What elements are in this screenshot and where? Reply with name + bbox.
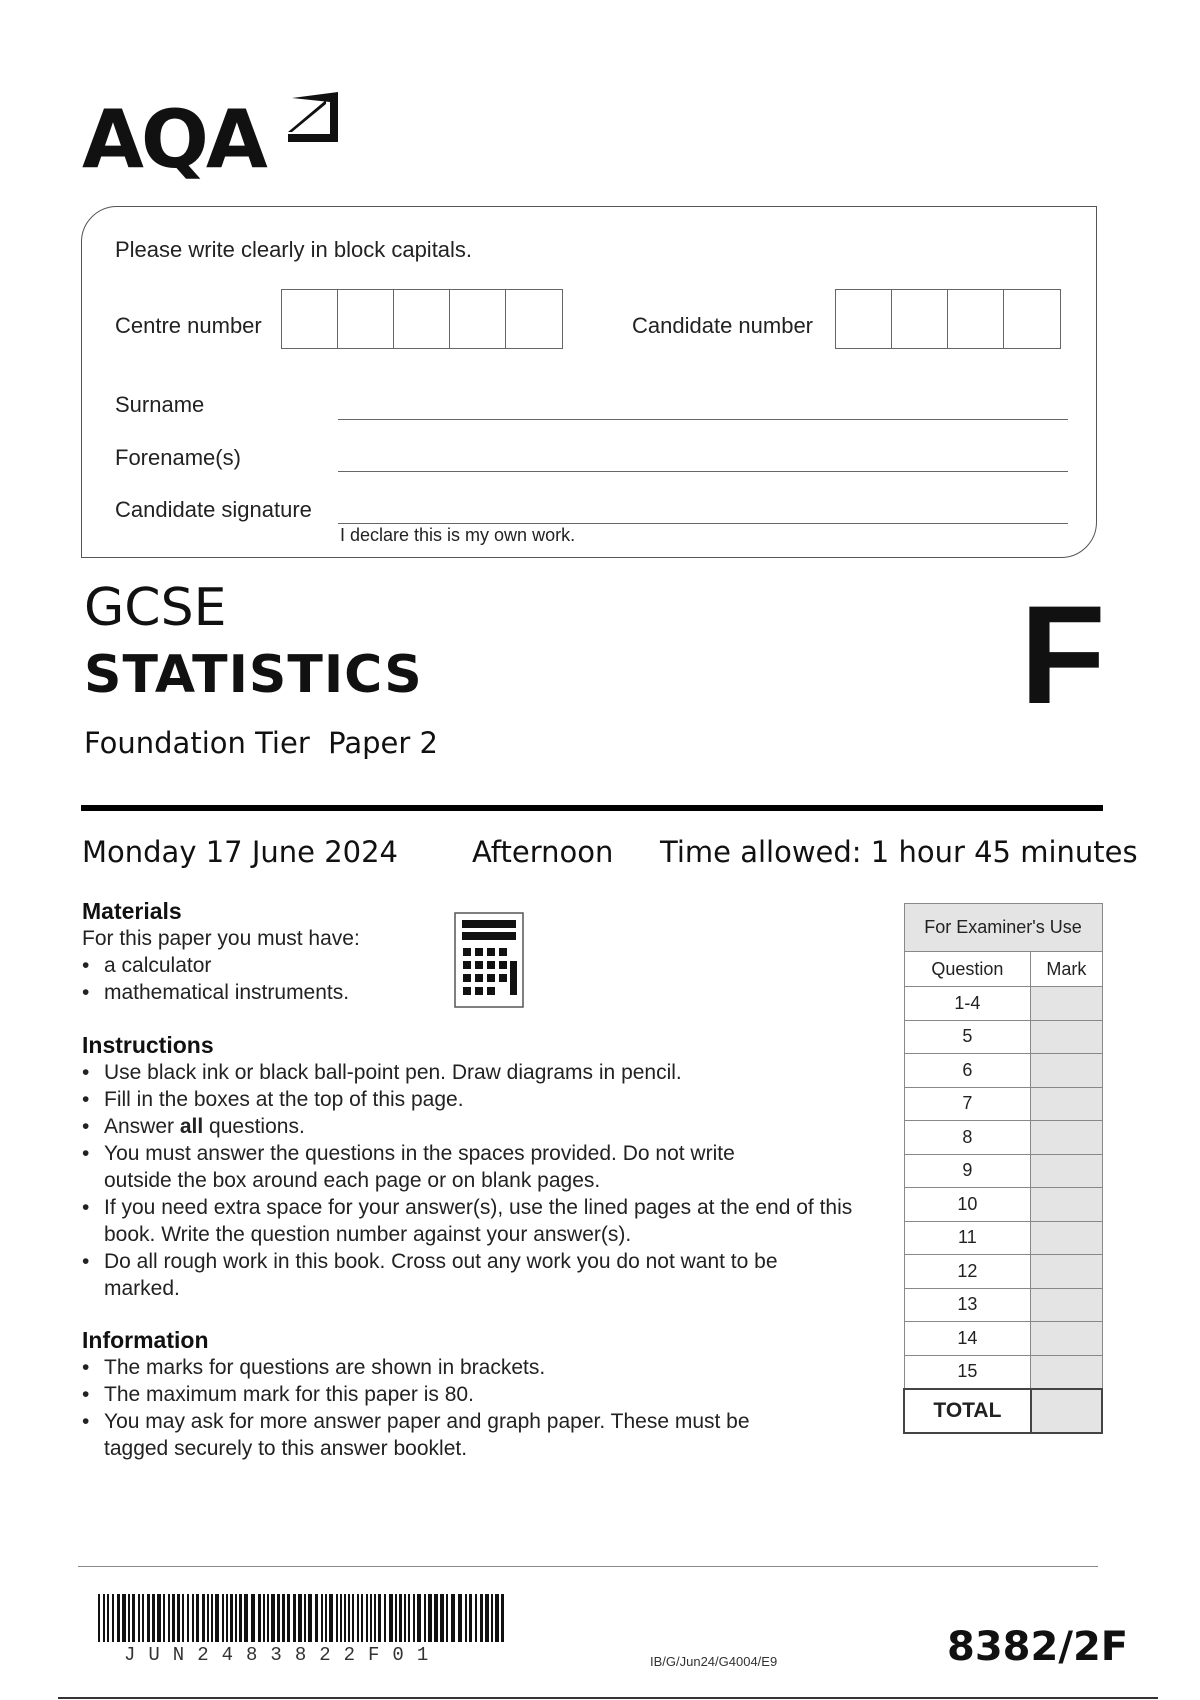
centre-digit-box[interactable] xyxy=(394,290,450,348)
question-number-cell: 14 xyxy=(904,1322,1031,1356)
barcode-bar xyxy=(325,1594,327,1642)
qualification-title: GCSE xyxy=(84,578,227,638)
barcode-bar xyxy=(336,1594,338,1642)
examiner-table-row xyxy=(904,1121,1102,1155)
barcode-bar xyxy=(395,1594,397,1642)
barcode-bar xyxy=(152,1594,155,1642)
barcode-bar xyxy=(211,1594,213,1642)
barcode-graphic xyxy=(98,1594,508,1642)
paper-code: 8382/2F xyxy=(947,1624,1129,1670)
barcode-bar xyxy=(469,1594,472,1642)
barcode-bar xyxy=(315,1594,318,1642)
barcode-bar xyxy=(378,1594,381,1642)
surname-input-line[interactable] xyxy=(338,419,1068,420)
examiner-table-row xyxy=(904,1054,1102,1088)
total-label: TOTAL xyxy=(904,1389,1031,1433)
barcode-bar xyxy=(207,1594,209,1642)
forenames-input-line[interactable] xyxy=(338,471,1068,472)
information-item: • The maximum mark for this paper is 80. xyxy=(82,1381,812,1408)
barcode-bar xyxy=(215,1594,219,1642)
subject-title: STATISTICS xyxy=(84,645,423,705)
instructions-title: Instructions xyxy=(82,1032,214,1058)
mark-cell xyxy=(1031,1020,1102,1054)
aqa-logo-text: AQA xyxy=(82,93,265,186)
candidate-number-boxes[interactable] xyxy=(835,289,1061,349)
centre-digit-box[interactable] xyxy=(450,290,506,348)
block-capitals-instruction: Please write clearly in block capitals. xyxy=(115,237,473,262)
answer-all-emphasis: all xyxy=(179,1115,204,1138)
barcode-bar xyxy=(293,1594,296,1642)
question-number-cell: 1-4 xyxy=(904,987,1031,1021)
question-number-cell: 5 xyxy=(904,1020,1031,1054)
barcode-bar xyxy=(413,1594,415,1642)
signature-input-line[interactable] xyxy=(338,523,1068,524)
barcode-bar xyxy=(107,1594,109,1642)
barcode-bar xyxy=(239,1594,242,1642)
barcode-bar xyxy=(267,1594,269,1642)
materials-title: Materials xyxy=(82,898,182,924)
mark-column-header: Mark xyxy=(1031,952,1102,987)
examiner-table-row xyxy=(904,1087,1102,1121)
candidate-digit-box[interactable] xyxy=(948,290,1004,348)
barcode-bar xyxy=(485,1594,489,1642)
mark-cell xyxy=(1031,1355,1102,1389)
mark-cell xyxy=(1031,1054,1102,1088)
question-number-cell: 6 xyxy=(904,1054,1031,1088)
examiner-table-row xyxy=(904,1355,1102,1389)
barcode-bar xyxy=(361,1594,363,1642)
title-divider xyxy=(81,805,1103,811)
barcode-bar xyxy=(282,1594,285,1642)
mark-cell xyxy=(1031,1087,1102,1121)
exam-session: Afternoon xyxy=(472,835,614,869)
barcode-bar xyxy=(117,1594,120,1642)
barcode-bar xyxy=(451,1594,455,1642)
barcode-bar xyxy=(235,1594,237,1642)
signature-label: Candidate signature xyxy=(115,497,312,522)
instruction-item: • Do all rough work in this book. Cross out any work you do not want to be marked. xyxy=(82,1248,784,1302)
barcode-bar xyxy=(122,1594,126,1642)
examiner-table-row xyxy=(904,1255,1102,1289)
candidate-number-label: Candidate number xyxy=(632,313,814,338)
mark-cell xyxy=(1031,987,1102,1021)
forenames-label: Forename(s) xyxy=(115,445,241,470)
time-allowed: Time allowed: 1 hour 45 minutes xyxy=(660,835,1138,869)
examiner-table-row xyxy=(904,1221,1102,1255)
barcode-bar xyxy=(226,1594,228,1642)
materials-item: • mathematical instruments. xyxy=(82,979,482,1006)
exam-date: Monday 17 June 2024 xyxy=(82,835,398,869)
barcode-bar xyxy=(271,1594,275,1642)
barcode-bar xyxy=(458,1594,462,1642)
barcode-bar xyxy=(352,1594,354,1642)
surname-label: Surname xyxy=(115,392,205,417)
answer-prefix: Answer xyxy=(104,1115,180,1138)
instruction-item: • Use black ink or black ball-point pen. Draw diagrams in pencil. xyxy=(82,1059,872,1086)
barcode-bar xyxy=(157,1594,161,1642)
examiner-table-row xyxy=(904,1154,1102,1188)
materials-item: • a calculator xyxy=(82,952,482,979)
barcode-bar xyxy=(321,1594,323,1642)
question-number-cell: 13 xyxy=(904,1288,1031,1322)
tier-title: Foundation Tier Paper 2 xyxy=(84,726,438,760)
examiner-table-row xyxy=(904,987,1102,1021)
barcode-bar xyxy=(428,1594,432,1642)
barcode-bar xyxy=(287,1594,290,1642)
barcode-bar xyxy=(424,1594,426,1642)
centre-number-boxes[interactable] xyxy=(281,289,563,349)
barcode-bar xyxy=(182,1594,184,1642)
mark-cell xyxy=(1031,1255,1102,1289)
barcode-bar xyxy=(128,1594,130,1642)
barcode-bar xyxy=(308,1594,312,1642)
barcode-bar xyxy=(340,1594,342,1642)
barcode-bar xyxy=(366,1594,368,1642)
barcode-bar xyxy=(177,1594,180,1642)
mark-cell xyxy=(1031,1221,1102,1255)
centre-digit-box[interactable] xyxy=(282,290,338,348)
materials-intro: For this paper you must have: xyxy=(82,927,360,950)
barcode-bar xyxy=(258,1594,261,1642)
barcode-bar xyxy=(277,1594,280,1642)
instructions-list xyxy=(82,1059,872,1302)
barcode-bar xyxy=(187,1594,189,1642)
information-list xyxy=(82,1354,812,1462)
barcode-bar xyxy=(348,1594,350,1642)
barcode-bar xyxy=(304,1594,306,1642)
question-number-cell: 15 xyxy=(904,1355,1031,1389)
barcode-bar xyxy=(446,1594,448,1642)
information-title: Information xyxy=(82,1327,209,1353)
question-number-cell: 10 xyxy=(904,1188,1031,1222)
total-mark-cell xyxy=(1031,1389,1102,1433)
centre-digit-box[interactable] xyxy=(506,290,562,348)
mark-cell xyxy=(1031,1288,1102,1322)
tier-letter: F xyxy=(1020,576,1106,733)
question-column-header: Question xyxy=(904,952,1031,987)
instruction-item: • You must answer the questions in the spaces provided. Do not write outside the box around each page or on blank pages. xyxy=(82,1140,784,1194)
barcode-bar xyxy=(399,1594,402,1642)
barcode-bar xyxy=(103,1594,105,1642)
barcode-bar xyxy=(408,1594,410,1642)
candidate-digit-box[interactable] xyxy=(892,290,948,348)
page-bottom-rule xyxy=(58,1697,1158,1699)
question-number-cell: 7 xyxy=(904,1087,1031,1121)
mark-cell xyxy=(1031,1121,1102,1155)
barcode-bar xyxy=(263,1594,265,1642)
centre-digit-box[interactable] xyxy=(338,290,394,348)
barcode-bar xyxy=(374,1594,376,1642)
answer-suffix: questions. xyxy=(203,1115,305,1138)
instruction-item xyxy=(82,1113,872,1140)
calculator-icon xyxy=(454,912,524,1008)
footer-divider xyxy=(78,1566,1098,1567)
barcode-bar xyxy=(147,1594,150,1642)
barcode-bar xyxy=(384,1594,386,1642)
barcode-bar xyxy=(491,1594,493,1642)
barcode-bar xyxy=(417,1594,421,1642)
barcode-bar xyxy=(132,1594,135,1642)
materials-section xyxy=(82,925,482,1006)
barcode-bar xyxy=(244,1594,248,1642)
barcode-bar xyxy=(192,1594,194,1642)
question-number-cell: 9 xyxy=(904,1154,1031,1188)
question-number-cell: 8 xyxy=(904,1121,1031,1155)
barcode-bar xyxy=(465,1594,467,1642)
barcode-bar xyxy=(440,1594,444,1642)
barcode-bar xyxy=(329,1594,333,1642)
barcode-bar xyxy=(389,1594,393,1642)
mark-cell xyxy=(1031,1188,1102,1222)
mark-cell xyxy=(1031,1322,1102,1356)
examiner-table-row xyxy=(904,1188,1102,1222)
barcode-bar xyxy=(298,1594,302,1642)
mark-cell xyxy=(1031,1154,1102,1188)
aqa-flag-logo-icon xyxy=(286,92,342,150)
question-number-cell: 12 xyxy=(904,1255,1031,1289)
paper-reference: IB/G/Jun24/G4004/E9 xyxy=(650,1654,778,1669)
instruction-item: • If you need extra space for your answer(s), use the lined pages at the end of this book. Write the question number against your answer(s). xyxy=(82,1194,884,1248)
barcode-bar xyxy=(202,1594,205,1642)
barcode-bar xyxy=(475,1594,477,1642)
barcode-bar xyxy=(230,1594,233,1642)
barcode-bar xyxy=(112,1594,114,1642)
information-item: • The marks for questions are shown in brackets. xyxy=(82,1354,812,1381)
barcode-bar xyxy=(222,1594,224,1642)
examiner-use-table xyxy=(903,903,1103,1434)
barcode-bar xyxy=(163,1594,165,1642)
barcode-bar xyxy=(172,1594,175,1642)
examiner-table-row xyxy=(904,1322,1102,1356)
barcode-bar xyxy=(434,1594,438,1642)
examiner-table-title: For Examiner's Use xyxy=(904,904,1102,952)
barcode-bar xyxy=(142,1594,144,1642)
barcode-bar xyxy=(196,1594,199,1642)
instruction-item: • Fill in the boxes at the top of this page. xyxy=(82,1086,872,1113)
barcode-bar xyxy=(480,1594,483,1642)
candidate-digit-box[interactable] xyxy=(1004,290,1060,348)
declaration-text: I declare this is my own work. xyxy=(340,525,576,545)
barcode-bar xyxy=(98,1594,100,1642)
barcode-bar xyxy=(495,1594,499,1642)
barcode-bar xyxy=(344,1594,346,1642)
examiner-table-row xyxy=(904,1288,1102,1322)
examiner-table-row xyxy=(904,1020,1102,1054)
candidate-digit-box[interactable] xyxy=(836,290,892,348)
barcode-bar xyxy=(251,1594,255,1642)
barcode-bar xyxy=(404,1594,406,1642)
barcode-bar xyxy=(370,1594,372,1642)
centre-number-label: Centre number xyxy=(115,313,262,338)
barcode-text: JUN2483822F01 xyxy=(124,1644,442,1666)
barcode-bar xyxy=(138,1594,140,1642)
barcode-bar xyxy=(501,1594,504,1642)
barcode-bar xyxy=(357,1594,359,1642)
question-number-cell: 11 xyxy=(904,1221,1031,1255)
information-item: • You may ask for more answer paper and graph paper. These must be tagged securely to this answer booklet. xyxy=(82,1408,812,1462)
barcode-bar xyxy=(168,1594,170,1642)
candidate-details-box xyxy=(81,206,1097,558)
